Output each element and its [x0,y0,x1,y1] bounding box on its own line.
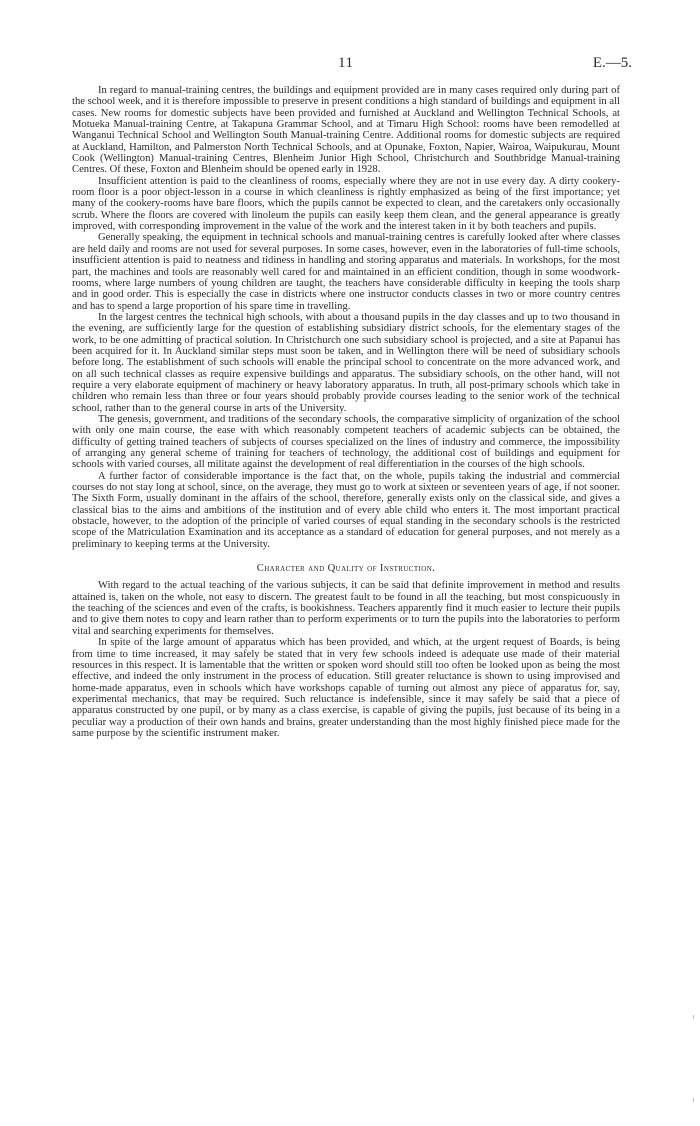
paragraph: In regard to manual-training centres, the buildings and equipment provided are in many cases required only during part of the school week, and it is therefore impossible to preserve in present conditions a high standard of buildings and equipment in all cases. New rooms for domestic subjects have been provided and furnished at Auckland and Wellington Technical Schools, at Motueka Manual-training Centre, at Takapuna Grammar School, and at Timaru High School: rooms have been remodelled at Wanganui Technical School and Wellington South Manual-training Centre. Additional rooms for domestic subjects are required at Auckland, Hamilton, and Palmerston North Technical Schools, and at Opunake, Foxton, Napier, Wairoa, Waipukurau, Mount Cook (Wellington) Manual-training Centres, Blenheim Junior High School, Christchurch and Southbridge Manual-training Centres. Of these, Foxton and Blenheim should be opened early in 1928. [72,85,620,176]
body-text [72,85,620,739]
paragraph: A further factor of considerable importance is the fact that, on the whole, pupils taking the industrial and commercial courses do not stay long at school, since, on the average, they must go to work at sixteen or seventeen years of age, if not sooner. The Sixth Form, usually dominant in the affairs of the school, therefore, generally exists only on the classical side, and gives a classical bias to the aims and ambitions of the institution and of every able child who enters it. The most important practical obstacle, however, to the adoption of the principle of varied courses of equal standing in the secondary schools is the restricted scope of the Matriculation Examination and its acceptance as a standard of education for general purposes, and not merely as a preliminary to keeping terms at the University. [72,470,620,550]
paragraph: In spite of the large amount of apparatus which has been provided, and which, at the urgent request of Boards, is being from time to time increased, it may safely be stated that in very few schools indeed is adequate use made of their material resources in this respect. It is lamentable that the written or spoken word should still too often be looked upon as being the most effective, and indeed the only instrument in the process of education. Still greater reluctance is shown to using improvised and home-made apparatus, even in schools which have workshops capable of turning out almost any piece of apparatus for, say, experimental mechanics, that may be required. Such reluctance is indefensible, since it may safely be said that a piece of apparatus constructed by one pupil, or by many as a class exercise, is capable of giving the pupils, just because of its being in a peculiar way a production of their own hands and brains, greater understanding than the most highly finished piece made for the same purpose by the scientific instrument maker. [72,637,620,739]
margin-speck [693,1015,694,1019]
margin-speck [693,1098,694,1102]
section-heading: Character and Quality of Instruction. [256,563,436,575]
document-reference: E.—5. [592,55,632,71]
paragraph: In the largest centres the technical high schools, with about a thousand pupils in the day classes and up to two thousand in the evening, are sufficiently large for the question of establishing subsidiary district schools, for the elementary stages of the work, to be one admitting of practical solution. In Christchurch one such subsidiary school is projected, and a site at Papanui has been acquired for it. In Auckland similar steps must soon be taken, and in Wellington there will be need of subsidiary schools before long. The establishment of such schools will enable the principal school to concentrate on the more advanced work, and on all such technical classes as require expensive buildings and apparatus. The subsidiary schools, on the other hand, will not require a very elaborate equipment of machinery or heavy laboratory apparatus. In truth, all post-primary schools which take in children who remain less than three or four years should probably provide courses leading to the senior work of the technical school, rather than to the general course in arts of the University. [72,311,620,414]
paragraph: Insufficient attention is paid to the cleanliness of rooms, especially where they are not in use every day. A dirty cookery-room floor is a poor object-lesson in a course in which cleanliness is rightly emphasized as being of the first importance; yet many of the cookery-rooms have bare floors, which the pupils cannot be expected to clean, and the caretakers only occasionally scrub. Where the floors are covered with linoleum the pupils can easily keep them clean, and the general appearance is greatly improved, with corresponding improvement in the value of the work and the interest taken in it by both teachers and pupils. [72,175,620,233]
page-number: 11 [338,55,354,71]
page-header [0,55,700,77]
paragraph: Generally speaking, the equipment in technical schools and manual-training centres is carefully looked after where classes are held daily and rooms are not used for several purposes. In some cases, however, even in the laboratories of full-time schools, insufficient attention is paid to neatness and tidiness in handling and storing apparatus and materials. In workshops, for the most part, the machines and tools are reasonably well cared for and maintained in an efficient condition, though in some woodwork-rooms, where large numbers of young children are taught, the teachers have considerable difficulty in keeping the tools sharp and in good order. This is especially the case in districts where one instructor conducts classes in two or more country centres and has to spend a large proportion of his spare time in travelling. [72,232,620,312]
paragraph: The genesis, government, and traditions of the secondary schools, the comparative simplicity of organization of the school with only one main course, the ease with which reasonably competent teachers of academic subjects can be obtained, the difficulty of getting trained teachers of subjects of courses specialized on the lines of industry and commerce, the impossibility of arranging any general scheme of training for teachers of technology, the additional cost of buildings and equipment for schools with varied courses, all militate against the development of real differentiation in the courses of the high schools. [72,413,620,471]
paragraph: With regard to the actual teaching of the various subjects, it can be said that definite improvement in method and results attained is, taken on the whole, not easy to discern. The greatest fault to be found in all the teaching, but most conspicuously in the teaching of the sciences and even of the crafts, is bookishness. Teachers apparently find it much easier to lecture their pupils and to give them notes to copy and learn rather than to perform experiments or to turn the pupils into the laboratories to perform vital and searching experiments for themselves. [72,580,620,637]
